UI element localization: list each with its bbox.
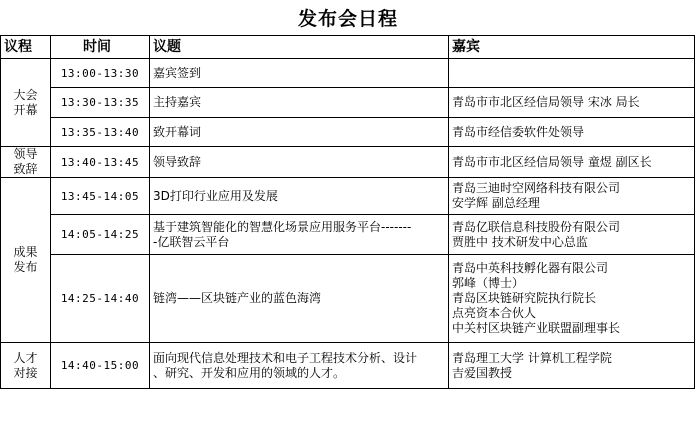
topic-cell: 嘉宾签到	[150, 59, 449, 88]
topic-cell: 基于建筑智能化的智慧化场景应用服务平台------- -亿联智云平台	[150, 215, 449, 255]
guest-cell: 青岛中英科技孵化器有限公司 郭峰（博士） 青岛区块链研究院执行院长 点亮资本合伙人 中关村区块链产业联盟副理事长	[449, 255, 695, 343]
time-cell: 14:25-14:40	[51, 255, 150, 343]
guest-cell: 青岛市市北区经信局领导 宋冰 局长	[449, 88, 695, 118]
time-cell: 13:40-13:45	[51, 147, 150, 178]
time-cell: 14:05-14:25	[51, 215, 150, 255]
table-header-row	[1, 36, 695, 59]
section-leader: 领导 致辞	[1, 147, 51, 178]
table-row	[1, 147, 695, 178]
time-cell: 13:30-13:35	[51, 88, 150, 118]
topic-cell: 领导致辞	[150, 147, 449, 178]
section-results: 成果 发布	[1, 178, 51, 343]
table-row	[1, 255, 695, 343]
topic-cell: 链湾——区块链产业的蓝色海湾	[150, 255, 449, 343]
header-section: 议程	[1, 36, 51, 59]
guest-cell: 青岛三迪时空网络科技有限公司 安学辉 副总经理	[449, 178, 695, 215]
schedule-table	[0, 35, 695, 389]
header-guest: 嘉宾	[449, 36, 695, 59]
guest-cell: 青岛理工大学 计算机工程学院 吉爱国教授	[449, 343, 695, 389]
section-talent: 人才 对接	[1, 343, 51, 389]
header-topic: 议题	[150, 36, 449, 59]
page-title: 发布会日程	[297, 8, 398, 30]
time-cell: 13:00-13:30	[51, 59, 150, 88]
table-row	[1, 118, 695, 147]
table-row	[1, 59, 695, 88]
time-cell: 13:45-14:05	[51, 178, 150, 215]
header-time: 时间	[51, 36, 150, 59]
section-opening: 大会 开幕	[1, 59, 51, 147]
table-row	[1, 343, 695, 389]
guest-cell: 青岛亿联信息科技股份有限公司 贾胜中 技术研发中心总监	[449, 215, 695, 255]
guest-cell	[449, 59, 695, 88]
guest-cell: 青岛市市北区经信局领导 童煜 副区长	[449, 147, 695, 178]
table-row	[1, 215, 695, 255]
topic-cell: 面向现代信息处理技术和电子工程技术分析、设计 、研究、开发和应用的领域的人才。	[150, 343, 449, 389]
topic-cell: 致开幕词	[150, 118, 449, 147]
table-row	[1, 88, 695, 118]
time-cell: 14:40-15:00	[51, 343, 150, 389]
guest-cell: 青岛市经信委软件处领导	[449, 118, 695, 147]
topic-cell: 主持嘉宾	[150, 88, 449, 118]
table-row	[1, 178, 695, 215]
topic-cell: 3D打印行业应用及发展	[150, 178, 449, 215]
time-cell: 13:35-13:40	[51, 118, 150, 147]
